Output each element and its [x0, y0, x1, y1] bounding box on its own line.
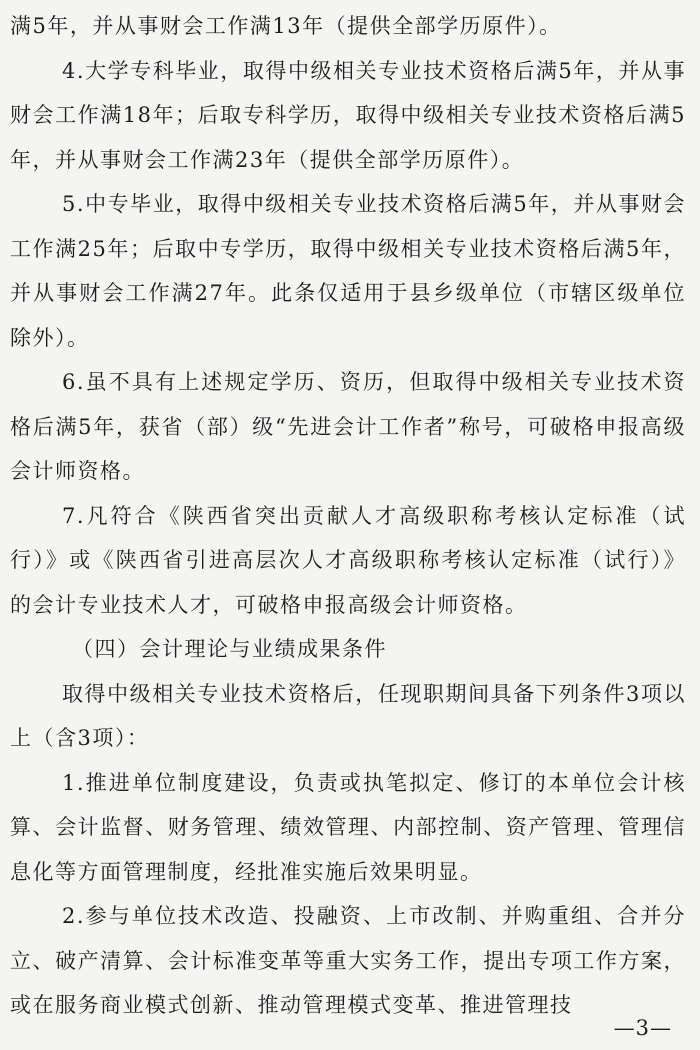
- section-heading: （四）会计理论与业绩成果条件: [72, 637, 387, 661]
- paragraph-item-6: 6.虽不具有上述规定学历、资历，但取得中级相关专业技术资格后满5年，获省（部）级“先进会计工作者”称号，可破格申报高级会计师资格。: [10, 370, 686, 483]
- paragraph-intro: 取得中级相关专业技术资格后，任现职期间具备下列条件3项以上（含3项）：: [10, 681, 686, 750]
- document-body: [10, 4, 686, 1028]
- paragraph-item-4: 4.大学专科毕业，取得中级相关专业技术资格后满5年，并从事财会工作满18年；后取专科学历，取得中级相关专业技术资格后满5年，并从事财会工作满23年（提供全部学历原件）。: [10, 58, 686, 172]
- page-number: —3—: [613, 1016, 672, 1040]
- paragraph-condition-2: 2.参与单位技术改造、投融资、上市改制、并购重组、合并分立、破产清算、会计标准变革等重大实务工作，提出专项工作方案，或在服务商业模式创新、推动管理模式变革、推进管理技: [10, 904, 686, 1017]
- paragraph-item-5: 5.中专毕业，取得中级相关专业技术资格后满5年，并从事财会工作满25年；后取中专学历，取得中级相关专业技术资格后满5年，并从事财会工作满27年。此条仅适用于县乡级单位（市辖区级单位除外）。: [10, 192, 686, 350]
- paragraph-item-7: 7.凡符合《陕西省突出贡献人才高级职称考核认定标准（试行）》或《陕西省引进高层次人才高级职称考核认定标准（试行）》的会计专业技术人才，可破格申报高级会计师资格。: [10, 503, 686, 617]
- paragraph-continuation: 满5年，并从事财会工作满13年（提供全部学历原件）。: [10, 14, 562, 38]
- paragraph-condition-1: 1.推进单位制度建设，负责或执笔拟定、修订的本单位会计核算、会计监督、财务管理、绩效管理、内部控制、资产管理、管理信息化等方面管理制度，经批准实施后效果明显。: [10, 770, 686, 884]
